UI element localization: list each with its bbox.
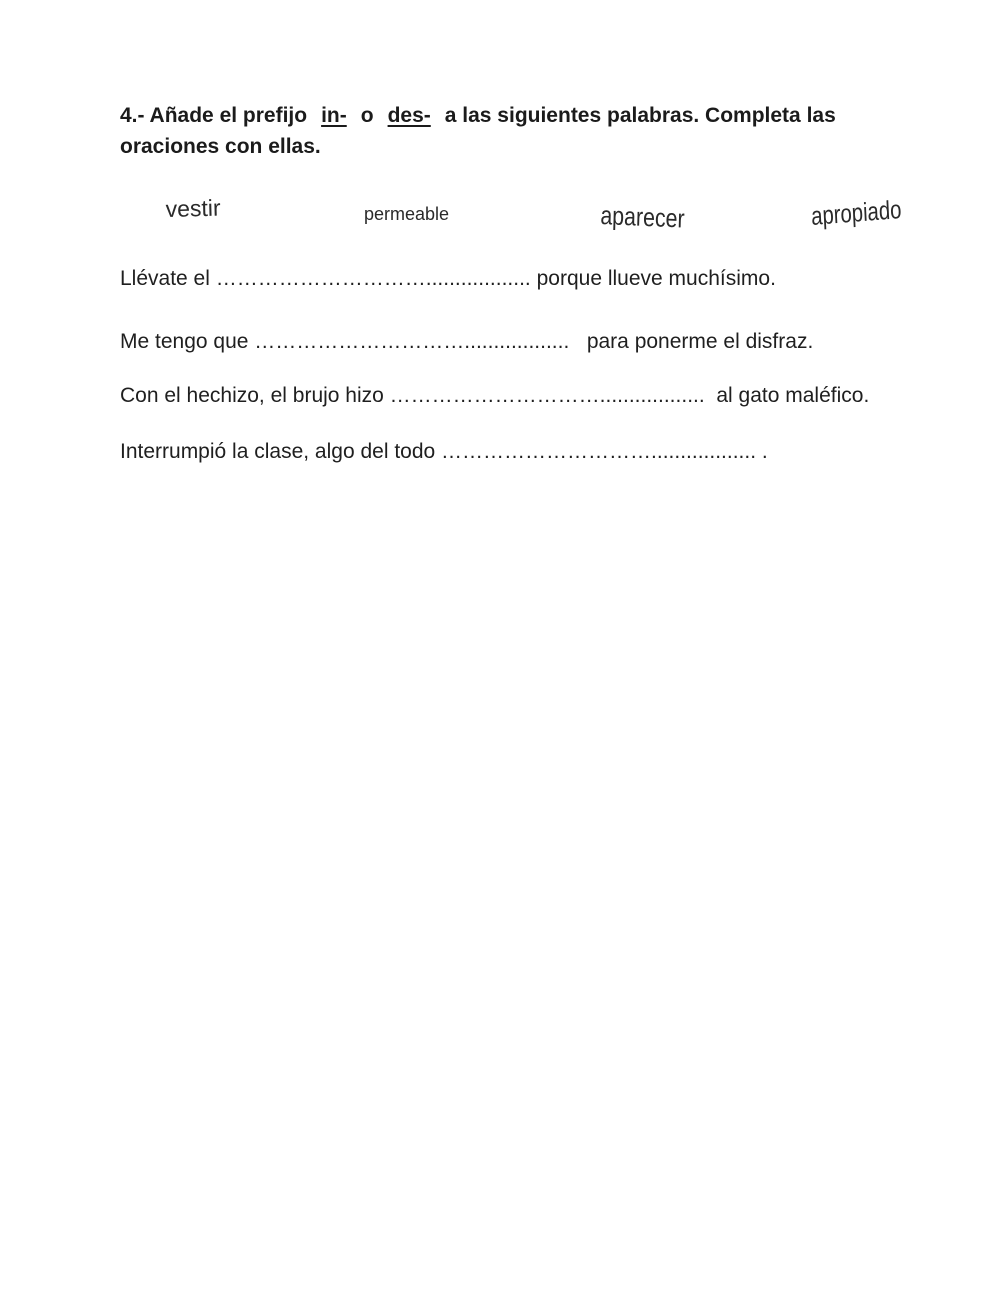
sentence-2-after: para ponerme el disfraz.: [586, 330, 814, 353]
sentence-1: [120, 267, 776, 291]
instruction-connector: o: [360, 104, 374, 127]
word-bank-aparecer: aparecer: [600, 200, 685, 234]
word-bank-vestir: vestir: [165, 194, 221, 223]
prefix-des: des-: [387, 104, 431, 127]
instruction-lead: 4.- Añade el prefijo: [120, 104, 308, 127]
sentence-3-before: Con el hechizo, el brujo hizo: [120, 384, 384, 407]
word-bank-permeable: permeable: [364, 204, 450, 224]
exercise-instruction: [120, 100, 900, 162]
sentence-4-before: Interrumpió la clase, algo del todo: [120, 440, 436, 463]
prefix-in: in-: [321, 104, 347, 127]
sentence-1-before: Llévate el: [120, 267, 210, 290]
sentence-4-blank[interactable]: …………………………..................: [441, 440, 757, 463]
sentence-1-blank[interactable]: …………………………..................: [215, 267, 531, 290]
sentence-3-after: al gato maléfico.: [716, 384, 870, 407]
sentence-4: [120, 440, 768, 464]
sentence-4-after: .: [761, 440, 768, 463]
word-bank-apropiado: apropiado: [810, 193, 902, 232]
sentence-2-blank[interactable]: …………………………..................: [254, 330, 570, 353]
instruction-tail: a las siguientes palabras. Completa las oraciones con ellas.: [120, 104, 836, 158]
sentence-2: [120, 330, 813, 354]
sentence-1-after: porque llueve muchísimo.: [536, 267, 776, 290]
sentence-3: [120, 384, 869, 408]
sentence-2-before: Me tengo que: [120, 330, 249, 353]
sentence-3-blank[interactable]: …………………………..................: [389, 384, 705, 407]
